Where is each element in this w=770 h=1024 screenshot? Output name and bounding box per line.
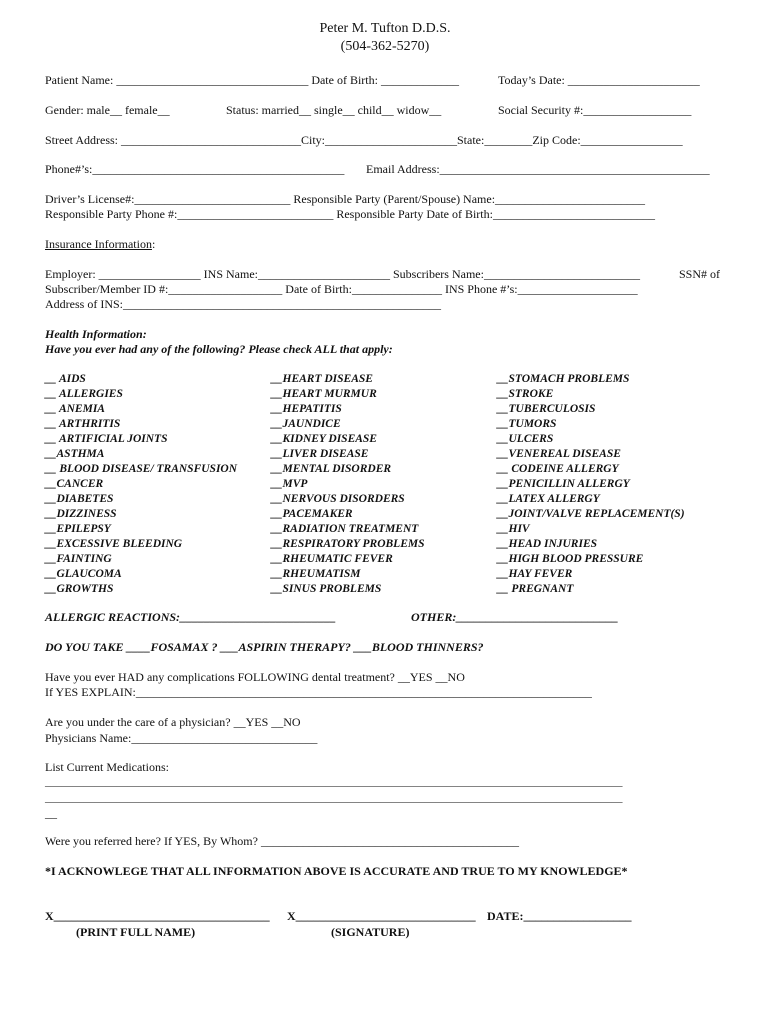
condition-item[interactable]: __GLAUCOMA <box>45 568 122 580</box>
condition-column-1 <box>45 372 237 597</box>
employer-field[interactable]: Employer: _________________ INS Name:______________________ Subscribers Name:__________________________ <box>45 267 640 281</box>
doctor-phone: (504-362-5270) <box>340 39 430 54</box>
condition-item[interactable]: __HEAD INJURIES <box>497 538 598 550</box>
condition-item[interactable]: __NERVOUS DISORDERS <box>271 493 405 505</box>
condition-item[interactable]: __ASTHMA <box>45 448 105 460</box>
condition-item[interactable]: __ AIDS <box>45 373 86 385</box>
medications-line[interactable]: __ <box>45 806 57 820</box>
social-security-field[interactable]: Social Security #:__________________ <box>498 103 692 117</box>
condition-item[interactable]: __RESPIRATORY PROBLEMS <box>271 538 425 550</box>
condition-item[interactable]: __TUBERCULOSIS <box>497 403 596 415</box>
condition-item[interactable]: __RHEUMATIC FEVER <box>271 553 393 565</box>
condition-item[interactable]: __ CODEINE ALLERGY <box>497 463 619 475</box>
insurance-heading <box>45 237 155 251</box>
condition-item[interactable]: __EPILEPSY <box>45 523 111 535</box>
condition-item[interactable]: __HIV <box>497 523 530 535</box>
condition-item[interactable]: __ ARTIFICIAL JOINTS <box>45 433 168 445</box>
condition-item[interactable]: __PACEMAKER <box>271 508 353 520</box>
condition-item[interactable]: __HEPATITIS <box>271 403 342 415</box>
physician-name-field[interactable]: Physicians Name:_______________________________ <box>45 731 318 745</box>
condition-item[interactable]: __RADIATION TREATMENT <box>271 523 419 535</box>
condition-item[interactable]: __SINUS PROBLEMS <box>271 583 382 595</box>
ssn-of-label: SSN# of <box>679 267 721 281</box>
insurance-colon: : <box>151 237 156 251</box>
responsible-party-phone-field[interactable]: Responsible Party Phone #:__________________________ Responsible Party Date of Birth:___________________________ <box>45 207 655 221</box>
physician-question[interactable]: Are you under the care of a physician? __YES __NO <box>45 715 301 729</box>
complications-question[interactable]: Have you ever HAD any complications FOLLOWING dental treatment? __YES __NO <box>45 670 465 684</box>
condition-item[interactable]: __HIGH BLOOD PRESSURE <box>497 553 644 565</box>
condition-item[interactable]: __STOMACH PROBLEMS <box>497 373 630 385</box>
condition-column-3 <box>497 372 685 597</box>
condition-item[interactable]: __ BLOOD DISEASE/ TRANSFUSION <box>45 463 238 475</box>
medications-line[interactable]: _________________________________________________________________________________________________________ <box>45 776 623 788</box>
condition-item[interactable]: __JAUNDICE <box>271 418 341 430</box>
condition-item[interactable]: __MENTAL DISORDER <box>271 463 392 475</box>
ins-address-field[interactable]: Address of INS:_____________________________________________________ <box>45 297 441 311</box>
condition-item[interactable]: __ ARTHRITIS <box>45 418 121 430</box>
acknowledgement: *I ACKNOWLEGE THAT ALL INFORMATION ABOVE IS ACCURATE AND TRUE TO MY KNOWLEDGE* <box>45 864 628 878</box>
condition-item[interactable]: __DIZZINESS <box>45 508 117 520</box>
other-field[interactable]: OTHER:___________________________ <box>411 610 619 624</box>
medication-question[interactable]: DO YOU TAKE ____FOSAMAX ? ___ASPIRIN THERAPY? ___BLOOD THINNERS? <box>45 640 484 654</box>
marital-status-field[interactable]: Status: married__ single__ child__ widow__ <box>226 103 442 117</box>
signature-label: (SIGNATURE) <box>331 925 410 939</box>
print-name-label: (PRINT FULL NAME) <box>76 925 196 939</box>
allergic-reactions-field[interactable]: ALLERGIC REACTIONS:__________________________ <box>45 610 337 624</box>
condition-item[interactable]: __STROKE <box>497 388 554 400</box>
todays-date-field[interactable]: Today’s Date: ______________________ <box>498 73 700 87</box>
condition-item[interactable]: __LIVER DISEASE <box>271 448 369 460</box>
condition-item[interactable]: __ ANEMIA <box>45 403 105 415</box>
referred-field[interactable]: Were you referred here? If YES, By Whom? ___________________________________________ <box>45 834 519 848</box>
condition-item[interactable]: __MVP <box>271 478 308 490</box>
doctor-name: Peter M. Tufton D.D.S. <box>319 21 451 36</box>
condition-item[interactable]: __EXCESSIVE BLEEDING <box>45 538 183 550</box>
condition-item[interactable]: __TUMORS <box>497 418 557 430</box>
condition-column-2 <box>271 372 425 597</box>
condition-item[interactable]: __VENEREAL DISEASE <box>497 448 621 460</box>
subscriber-id-field[interactable]: Subscriber/Member ID #:___________________ Date of Birth:_______________ INS Phone #’s:____________________ <box>45 282 638 296</box>
health-question: Have you ever had any of the following? Please check ALL that apply: <box>45 342 393 356</box>
condition-item[interactable]: __HAY FEVER <box>497 568 573 580</box>
insurance-title: Insurance Information <box>45 237 152 251</box>
email-field[interactable]: Email Address:_____________________________________________ <box>366 162 710 176</box>
print-name-field[interactable]: X____________________________________ <box>45 909 270 923</box>
condition-item[interactable]: __HEART DISEASE <box>271 373 373 385</box>
gender-field[interactable]: Gender: male__ female__ <box>45 103 170 117</box>
condition-item[interactable]: __CANCER <box>45 478 104 490</box>
condition-item[interactable]: __LATEX ALLERGY <box>497 493 600 505</box>
health-title: Health Information: <box>45 327 147 341</box>
condition-item[interactable]: __PENICILLIN ALLERGY <box>497 478 630 490</box>
medications-line[interactable]: _________________________________________________________________________________________________________ <box>45 792 623 804</box>
condition-item[interactable]: __ PREGNANT <box>497 583 574 595</box>
condition-item[interactable]: __DIABETES <box>45 493 114 505</box>
signature-field[interactable]: X______________________________ <box>287 909 476 923</box>
condition-item[interactable]: __KIDNEY DISEASE <box>271 433 377 445</box>
phone-field[interactable]: Phone#’s:__________________________________________ <box>45 162 345 176</box>
condition-item[interactable]: __FAINTING <box>45 553 112 565</box>
explain-field[interactable]: If YES EXPLAIN:____________________________________________________________________________ <box>45 685 592 699</box>
condition-item[interactable]: __ ALLERGIES <box>45 388 123 400</box>
medications-label: List Current Medications: <box>45 760 169 774</box>
date-field[interactable]: DATE:__________________ <box>487 909 632 923</box>
condition-item[interactable]: __GROWTHS <box>45 583 114 595</box>
drivers-license-field[interactable]: Driver’s License#:__________________________ Responsible Party (Parent/Spouse) Name:_________________________ <box>45 192 646 206</box>
condition-item[interactable]: __HEART MURMUR <box>271 388 377 400</box>
condition-item[interactable]: __RHEUMATISM <box>271 568 361 580</box>
patient-name-dob-field[interactable]: Patient Name: ________________________________ Date of Birth: _____________ <box>45 73 459 87</box>
condition-item[interactable]: __JOINT/VALVE REPLACEMENT(S) <box>497 508 685 520</box>
condition-item[interactable]: __ULCERS <box>497 433 554 445</box>
street-address-field[interactable]: Street Address: ______________________________City:______________________State:________Zip Code:_________________ <box>45 133 683 147</box>
